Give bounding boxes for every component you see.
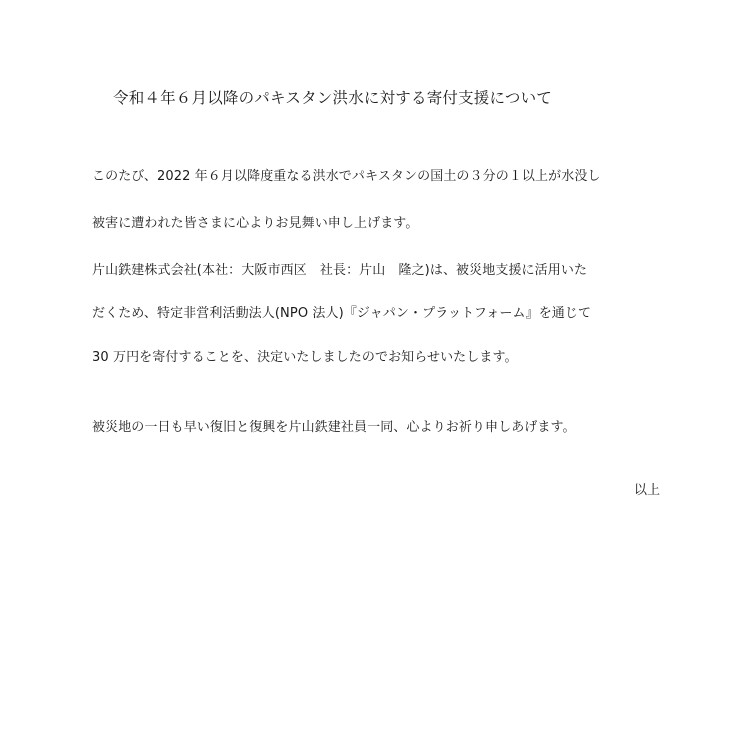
paragraph-2-line-2: だくため、特定非営利活動法人(NPO 法人)『ジャパン・プラットフォーム』を通じて [92, 306, 592, 321]
paragraph-1-line-1: このたび、2022 年６月以降度重なる洪水でパキスタンの国土の３分の１以上が水没し [92, 169, 601, 184]
paragraph-3-line-1: 被災地の一日も早い復旧と復興を片山鉄建社員一同、心よりお祈り申しあげます。 [92, 420, 576, 435]
closing-mark: 以上 [634, 483, 661, 498]
document-title: 令和４年６月以降のパキスタン洪水に対する寄付支援について [113, 89, 552, 107]
paragraph-2-line-3: 30 万円を寄付することを、決定いたしましたのでお知らせいたします。 [92, 350, 518, 365]
paragraph-2-line-1: 片山鉄建株式会社(本社：大阪市西区 社長：片山 隆之)は、被災地支援に活用いた [92, 263, 588, 278]
paragraph-1-line-2: 被害に遭われた皆さまに心よりお見舞い申し上げます。 [92, 216, 419, 231]
